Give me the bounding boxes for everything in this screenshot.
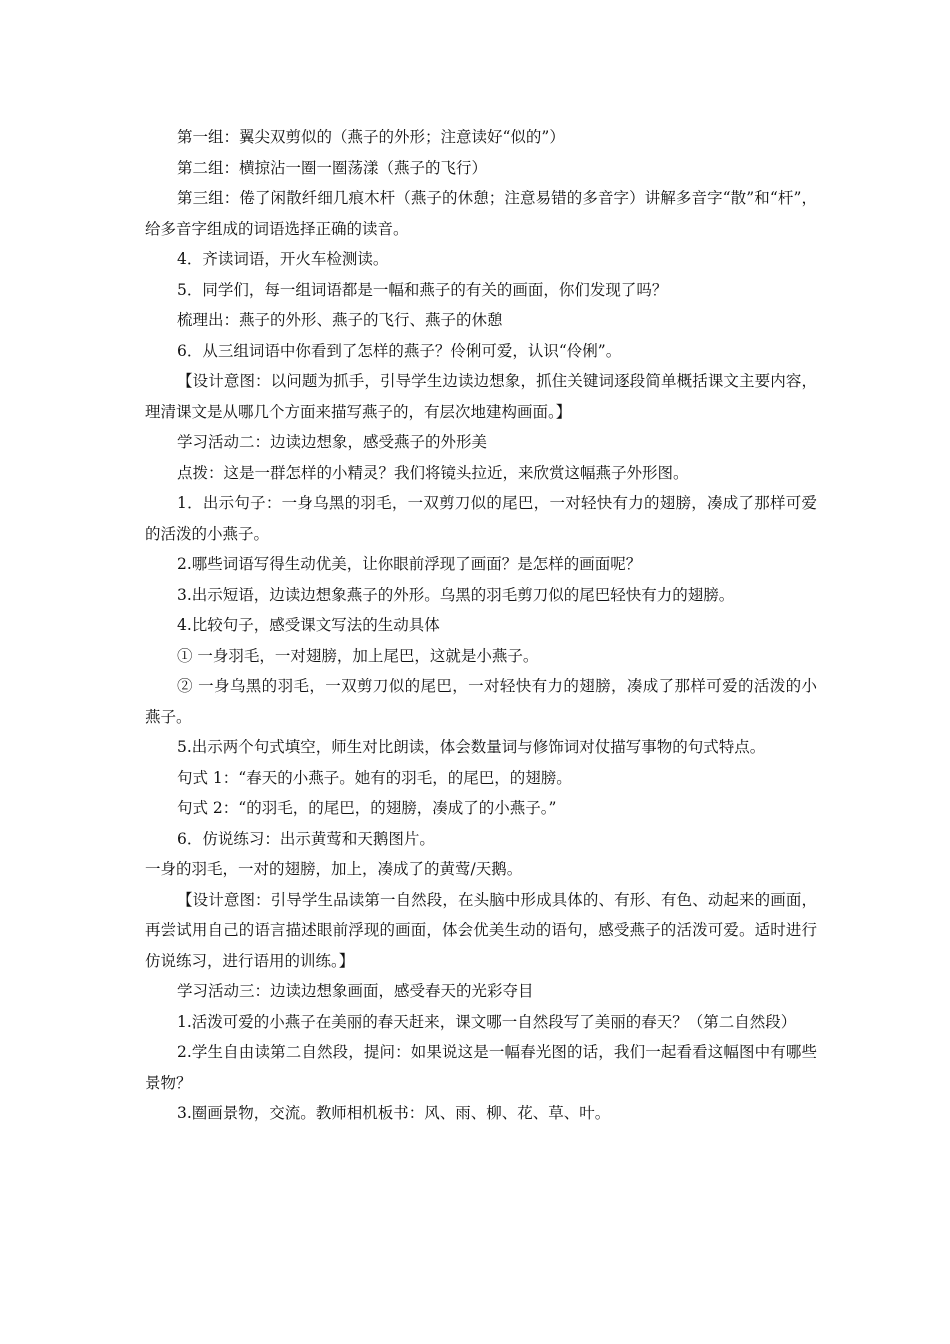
paragraph-pattern-2: 句式 2：“的羽毛，的尾巴，的翅膀，凑成了的小燕子。” bbox=[177, 799, 557, 817]
paragraph-a2-step-6: 6．仿说练习：出示黄莺和天鹅图片。 bbox=[177, 829, 435, 848]
document-body bbox=[145, 122, 817, 1129]
paragraph-a2-step-4: 4.比较句子，感受课文写法的生动具体 bbox=[177, 616, 440, 634]
paragraph-a2-step-1: 1．出示句子：一身乌黑的羽毛，一双剪刀似的尾巴，一对轻快有力的翅膀，凑成了那样可爱的活泼的小燕子。 bbox=[145, 494, 817, 543]
paragraph-design-intent-2: 【设计意图：引导学生品读第一自然段，在头脑中形成具体的、有形、有色、动起来的画面，再尝试用自己的语言描述眼前浮现的画面，体会优美生动的语句，感受燕子的活泼可爱。适时进行仿说练习，进行语用的训练。】 bbox=[145, 890, 817, 970]
paragraph-practice: 一身的羽毛，一对的翅膀，加上，凑成了的黄莺/天鹅。 bbox=[145, 860, 523, 878]
paragraph-design-intent-1: 【设计意图：以问题为抓手，引导学生边读边想象，抓住关键词逐段简单概括课文主要内容，理清课文是从哪几个方面来描写燕子的，有层次地建构画面。】 bbox=[145, 372, 817, 421]
paragraph-step-6: 6．从三组词语中你看到了怎样的燕子？伶俐可爱，认识“伶俐”。 bbox=[177, 341, 622, 360]
paragraph-compare-1: ① 一身羽毛，一对翅膀，加上尾巴，这就是小燕子。 bbox=[177, 646, 539, 665]
paragraph-a2-step-3: 3.出示短语，边读边想象燕子的外形。乌黑的羽毛剪刀似的尾巴轻快有力的翅膀。 bbox=[177, 585, 735, 604]
paragraph-group-1: 第一组：翼尖双剪似的（燕子的外形；注意读好“似的”） bbox=[177, 128, 565, 146]
paragraph-step-5: 5．同学们，每一组词语都是一幅和燕子的有关的画面，你们发现了吗？ bbox=[177, 280, 668, 299]
paragraph-summary: 梳理出：燕子的外形、燕子的飞行、燕子的休憩 bbox=[177, 311, 503, 329]
paragraph-guide: 点拨：这是一群怎样的小精灵？我们将镜头拉近，来欣赏这幅燕子外形图。 bbox=[177, 463, 689, 482]
paragraph-a3-step-3: 3.圈画景物，交流。教师相机板书：风、雨、柳、花、草、叶。 bbox=[177, 1104, 611, 1122]
paragraph-a3-step-2: 2.学生自由读第二自然段，提问：如果说这是一幅春光图的话，我们一起看看这幅图中有哪些景物？ bbox=[145, 1043, 817, 1092]
paragraph-group-3: 第三组：倦了闲散纤细几痕木杆（燕子的休憩；注意易错的多音字）讲解多音字“散”和“杆”，给多音字组成的词语选择正确的读音。 bbox=[145, 189, 817, 238]
heading-activity-2: 学习活动二：边读边想象，感受燕子的外形美 bbox=[177, 433, 488, 451]
paragraph-a2-step-5: 5.出示两个句式填空，师生对比朗读，体会数量词与修饰词对仗描写事物的句式特点。 bbox=[177, 738, 766, 756]
paragraph-a3-step-1: 1.活泼可爱的小燕子在美丽的春天赶来，课文哪一自然段写了美丽的春天？（第二自然段） bbox=[177, 1012, 797, 1031]
heading-activity-3: 学习活动三：边读边想象画面，感受春天的光彩夺目 bbox=[177, 982, 534, 1000]
paragraph-group-2: 第二组：横掠沾一圈一圈荡漾（燕子的飞行） bbox=[177, 158, 488, 177]
paragraph-step-4: 4．齐读词语，开火车检测读。 bbox=[177, 250, 389, 268]
paragraph-pattern-1: 句式 1：“春天的小燕子。她有的羽毛，的尾巴，的翅膀。 bbox=[177, 768, 572, 787]
paragraph-compare-2: ② 一身乌黑的羽毛，一双剪刀似的尾巴，一对轻快有力的翅膀，凑成了那样可爱的活泼的小燕子。 bbox=[145, 677, 817, 726]
paragraph-a2-step-2: 2.哪些词语写得生动优美，让你眼前浮现了画面？是怎样的画面呢？ bbox=[177, 555, 642, 573]
